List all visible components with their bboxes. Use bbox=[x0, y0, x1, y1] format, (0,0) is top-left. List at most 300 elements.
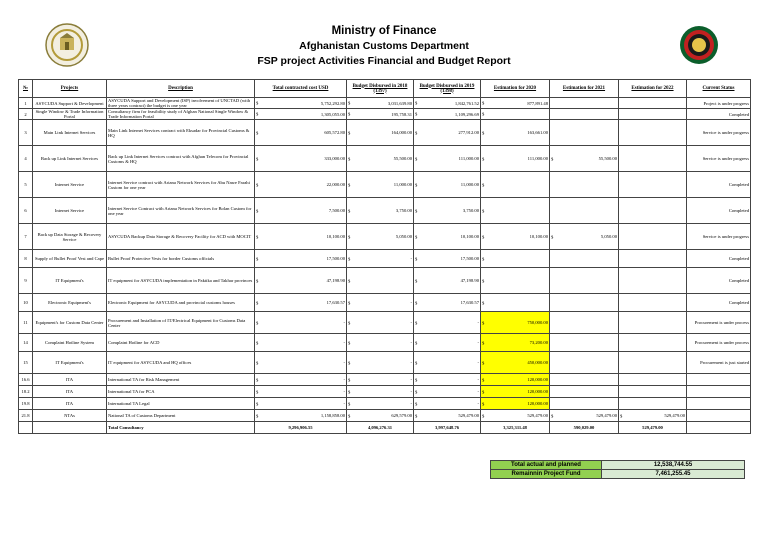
row-total bbox=[255, 398, 347, 410]
amount: - bbox=[410, 300, 412, 305]
col-est-2021: Estimation for 2021 bbox=[550, 80, 619, 98]
amount: 120,000.00 bbox=[527, 401, 548, 406]
amount: - bbox=[410, 360, 412, 365]
summary-actual-value: 12,538,744.55 bbox=[602, 461, 745, 470]
currency-sign: $ bbox=[482, 256, 485, 261]
row-description: Procurement and Installation of IT/Electrical Equipment for Customs Data Center bbox=[107, 312, 255, 334]
amount: 111,000.00 bbox=[527, 156, 548, 161]
row-est-2022 bbox=[619, 250, 687, 268]
row-disb-2019 bbox=[414, 294, 481, 312]
amount: - bbox=[343, 340, 345, 345]
row-est-2022 bbox=[619, 410, 687, 422]
row-status bbox=[687, 386, 751, 398]
currency-sign: $ bbox=[415, 278, 418, 283]
amount: - bbox=[410, 389, 412, 394]
amount: - bbox=[343, 389, 345, 394]
amount: 3,750.00 bbox=[462, 208, 479, 213]
amount: 163,661.00 bbox=[527, 130, 548, 135]
amount: 1,158,858.00 bbox=[320, 413, 345, 418]
row-no: 3 bbox=[19, 120, 33, 146]
row-total bbox=[255, 374, 347, 386]
amount: 120,000.00 bbox=[527, 377, 548, 382]
report-header bbox=[0, 24, 768, 69]
row-disb-2018 bbox=[347, 374, 414, 386]
summary-actual-row bbox=[491, 461, 745, 470]
currency-sign: $ bbox=[256, 300, 259, 305]
currency-sign: $ bbox=[256, 278, 259, 283]
total-blank bbox=[33, 422, 107, 434]
row-est-2022 bbox=[619, 386, 687, 398]
currency-sign: $ bbox=[348, 300, 351, 305]
row-project: IT Equipment's bbox=[33, 352, 107, 374]
col-status: Current Status bbox=[687, 80, 751, 98]
row-description: ASYCUDA Support and Development (ISP) involvement of UNCTAD (with three years contract) the budget is one year bbox=[107, 98, 255, 109]
amount: - bbox=[477, 377, 479, 382]
row-total bbox=[255, 224, 347, 250]
col-description: Description bbox=[107, 80, 255, 98]
amount: 750,000.00 bbox=[527, 320, 548, 325]
table-row bbox=[19, 312, 751, 334]
currency-sign: $ bbox=[348, 401, 351, 406]
currency-sign: $ bbox=[482, 413, 485, 418]
row-status: Procurement is under process bbox=[687, 312, 751, 334]
row-disb-2018 bbox=[347, 334, 414, 352]
amount: 277,912.00 bbox=[458, 130, 479, 135]
row-est-2022 bbox=[619, 352, 687, 374]
col-disb-2018: Budget Disbursed in 2018 (1397) bbox=[347, 80, 414, 98]
row-project: ITA bbox=[33, 374, 107, 386]
row-est-2021 bbox=[550, 312, 619, 334]
row-description: Internet Service contract with Ariana Network Services for Abu Nasre Farahi Custom for one year bbox=[107, 172, 255, 198]
row-project: ITA bbox=[33, 386, 107, 398]
row-disb-2019 bbox=[414, 250, 481, 268]
row-est-2021 bbox=[550, 120, 619, 146]
row-disb-2018 bbox=[347, 294, 414, 312]
currency-sign: $ bbox=[348, 278, 351, 283]
currency-sign: $ bbox=[551, 413, 554, 418]
row-est-2021 bbox=[550, 98, 619, 109]
row-no: 21.8 bbox=[19, 410, 33, 422]
row-est-2020 bbox=[481, 410, 550, 422]
currency-sign: $ bbox=[256, 156, 259, 161]
amount: - bbox=[410, 401, 412, 406]
row-disb-2019 bbox=[414, 109, 481, 120]
row-est-2021 bbox=[550, 198, 619, 224]
row-project: IT Equipment's bbox=[33, 268, 107, 294]
col-total: Total contracted cost USD bbox=[255, 80, 347, 98]
amount: 47,198.90 bbox=[460, 278, 479, 283]
row-disb-2018 bbox=[347, 312, 414, 334]
row-status: Procurement is just started bbox=[687, 352, 751, 374]
row-project: Complaint Hotline System bbox=[33, 334, 107, 352]
total-est-2020: 3,325,311.48 bbox=[481, 422, 550, 434]
row-no: 18.2 bbox=[19, 386, 33, 398]
currency-sign: $ bbox=[482, 100, 485, 106]
row-project: NTAs bbox=[33, 410, 107, 422]
row-est-2021 bbox=[550, 398, 619, 410]
row-disb-2018 bbox=[347, 146, 414, 172]
amount: 529,479.00 bbox=[596, 413, 617, 418]
row-disb-2019 bbox=[414, 410, 481, 422]
amount: 5,050.00 bbox=[395, 234, 412, 239]
row-disb-2018 bbox=[347, 398, 414, 410]
currency-sign: $ bbox=[348, 234, 351, 239]
row-est-2020 bbox=[481, 312, 550, 334]
row-est-2020 bbox=[481, 352, 550, 374]
currency-sign: $ bbox=[256, 256, 259, 261]
row-est-2022 bbox=[619, 146, 687, 172]
row-est-2022 bbox=[619, 268, 687, 294]
currency-sign: $ bbox=[415, 208, 418, 213]
row-status: Service is under progress bbox=[687, 224, 751, 250]
currency-sign: $ bbox=[256, 100, 259, 106]
row-status: Completed bbox=[687, 198, 751, 224]
row-est-2021 bbox=[550, 250, 619, 268]
amount: 1,109,296.69 bbox=[454, 111, 479, 117]
amount: 605,572.80 bbox=[324, 130, 345, 135]
amount: 17,500.00 bbox=[460, 256, 479, 261]
header-report-title: FSP project Activities Financial and Budget Report bbox=[257, 55, 511, 67]
row-est-2022 bbox=[619, 294, 687, 312]
col-projects: Projects bbox=[33, 80, 107, 98]
table-row bbox=[19, 352, 751, 374]
total-est-2022: 529,479.00 bbox=[619, 422, 687, 434]
row-total bbox=[255, 198, 347, 224]
amount: - bbox=[343, 401, 345, 406]
amount: - bbox=[477, 360, 479, 365]
row-status: Completed bbox=[687, 109, 751, 120]
row-description: IT equipment for ASYCUDA and HQ offices bbox=[107, 352, 255, 374]
row-status: Completed bbox=[687, 250, 751, 268]
amount: 3,031,639.80 bbox=[387, 100, 412, 106]
row-est-2020 bbox=[481, 398, 550, 410]
currency-sign: $ bbox=[348, 320, 351, 325]
currency-sign: $ bbox=[256, 111, 259, 117]
row-project: Back up Data Storage & Recovery Service bbox=[33, 224, 107, 250]
summary-remain-row bbox=[491, 470, 745, 479]
row-status: Project is under progress bbox=[687, 98, 751, 109]
row-description: National TA of Customs Department bbox=[107, 410, 255, 422]
row-disb-2019 bbox=[414, 268, 481, 294]
row-total bbox=[255, 268, 347, 294]
total-disb-2018: 4,096,276.31 bbox=[347, 422, 414, 434]
currency-sign: $ bbox=[482, 360, 485, 365]
row-no: 19.8 bbox=[19, 398, 33, 410]
row-total bbox=[255, 334, 347, 352]
currency-sign: $ bbox=[415, 360, 418, 365]
amount: 10,100.00 bbox=[326, 234, 345, 239]
row-est-2020 bbox=[481, 374, 550, 386]
row-disb-2019 bbox=[414, 334, 481, 352]
amount: - bbox=[410, 377, 412, 382]
row-project: Back up Link Internet Services bbox=[33, 146, 107, 172]
col-no: № bbox=[19, 80, 33, 98]
amount: 111,000.00 bbox=[458, 156, 479, 161]
row-est-2021 bbox=[550, 386, 619, 398]
row-disb-2019 bbox=[414, 224, 481, 250]
row-disb-2019 bbox=[414, 198, 481, 224]
amount: 55,500.00 bbox=[393, 156, 412, 161]
row-description: Electronic Equipment for ASYCUDA and provincial customs houses bbox=[107, 294, 255, 312]
row-est-2022 bbox=[619, 374, 687, 386]
row-project: Single Window & Trade Information Portal bbox=[33, 109, 107, 120]
amount: 529,479.00 bbox=[527, 413, 548, 418]
currency-sign: $ bbox=[256, 130, 259, 135]
amount: - bbox=[343, 320, 345, 325]
row-disb-2018 bbox=[347, 120, 414, 146]
row-no: 11 bbox=[19, 312, 33, 334]
row-disb-2019 bbox=[414, 352, 481, 374]
row-disb-2018 bbox=[347, 98, 414, 109]
row-disb-2018 bbox=[347, 224, 414, 250]
row-disb-2019 bbox=[414, 120, 481, 146]
amount: 10,100.00 bbox=[460, 234, 479, 239]
amount: 450,000.00 bbox=[527, 360, 548, 365]
row-est-2022 bbox=[619, 334, 687, 352]
currency-sign: $ bbox=[415, 389, 418, 394]
row-disb-2018 bbox=[347, 386, 414, 398]
budget-table bbox=[18, 79, 751, 434]
table-row bbox=[19, 374, 751, 386]
row-est-2020 bbox=[481, 294, 550, 312]
row-description: Consultancy firm for feasibility study of Afghan National Single Window & Trade Information Portal bbox=[107, 109, 255, 120]
row-total bbox=[255, 352, 347, 374]
row-no: 8 bbox=[19, 250, 33, 268]
currency-sign: $ bbox=[482, 182, 485, 187]
currency-sign: $ bbox=[482, 300, 485, 305]
currency-sign: $ bbox=[415, 234, 418, 239]
currency-sign: $ bbox=[256, 320, 259, 325]
currency-sign: $ bbox=[551, 156, 554, 161]
row-est-2022 bbox=[619, 120, 687, 146]
row-est-2021 bbox=[550, 352, 619, 374]
amount: 55,500.00 bbox=[598, 156, 617, 161]
row-no: 15 bbox=[19, 352, 33, 374]
amount: 3,750.00 bbox=[395, 208, 412, 213]
row-status: Service is under progress bbox=[687, 146, 751, 172]
amount: 195,758.31 bbox=[391, 111, 412, 117]
table-header-row bbox=[19, 80, 751, 98]
row-est-2020 bbox=[481, 224, 550, 250]
row-project: Internet Service bbox=[33, 198, 107, 224]
table-row bbox=[19, 398, 751, 410]
row-est-2022 bbox=[619, 398, 687, 410]
row-description: International TA for PCA bbox=[107, 386, 255, 398]
currency-sign: $ bbox=[348, 377, 351, 382]
currency-sign: $ bbox=[482, 340, 485, 345]
row-est-2020 bbox=[481, 146, 550, 172]
row-est-2022 bbox=[619, 172, 687, 198]
col-est-2022: Estimation for 2022 bbox=[619, 80, 687, 98]
row-est-2022 bbox=[619, 109, 687, 120]
row-no: 4 bbox=[19, 146, 33, 172]
table-row bbox=[19, 172, 751, 198]
row-est-2021 bbox=[550, 172, 619, 198]
row-est-2021 bbox=[550, 224, 619, 250]
row-status: Service is under progress bbox=[687, 120, 751, 146]
total-disb-2019: 3,997,648.76 bbox=[414, 422, 481, 434]
summary-remain-value: 7,461,255.45 bbox=[602, 470, 745, 479]
table-row bbox=[19, 250, 751, 268]
row-disb-2018 bbox=[347, 109, 414, 120]
currency-sign: $ bbox=[256, 182, 259, 187]
amount: 164,000.00 bbox=[391, 130, 412, 135]
row-total bbox=[255, 250, 347, 268]
amount: 7,500.00 bbox=[328, 208, 345, 213]
row-total bbox=[255, 386, 347, 398]
row-project: Internet Service bbox=[33, 172, 107, 198]
row-project: Electronic Equipment's bbox=[33, 294, 107, 312]
row-est-2021 bbox=[550, 294, 619, 312]
amount: - bbox=[477, 340, 479, 345]
row-status: Completed bbox=[687, 294, 751, 312]
table-row bbox=[19, 294, 751, 312]
row-est-2021 bbox=[550, 109, 619, 120]
currency-sign: $ bbox=[482, 320, 485, 325]
amount: 5,752,292.80 bbox=[320, 100, 345, 106]
currency-sign: $ bbox=[415, 320, 418, 325]
row-total bbox=[255, 120, 347, 146]
currency-sign: $ bbox=[348, 360, 351, 365]
table-row bbox=[19, 198, 751, 224]
currency-sign: $ bbox=[482, 377, 485, 382]
row-project: Main Link Internet Services bbox=[33, 120, 107, 146]
row-description: Main Link Internet Services contract with Eksadar for Provincial Customs & HQ bbox=[107, 120, 255, 146]
row-total bbox=[255, 109, 347, 120]
currency-sign: $ bbox=[256, 389, 259, 394]
total-est-2021: 590,029.00 bbox=[550, 422, 619, 434]
currency-sign: $ bbox=[482, 156, 485, 161]
row-project: ITA bbox=[33, 398, 107, 410]
table-row bbox=[19, 268, 751, 294]
row-disb-2018 bbox=[347, 172, 414, 198]
row-disb-2019 bbox=[414, 98, 481, 109]
table-row bbox=[19, 224, 751, 250]
row-est-2020 bbox=[481, 98, 550, 109]
amount: 17,630.57 bbox=[326, 300, 345, 305]
amount: - bbox=[477, 401, 479, 406]
row-status bbox=[687, 374, 751, 386]
currency-sign: $ bbox=[482, 208, 485, 213]
row-total bbox=[255, 172, 347, 198]
row-no: 2 bbox=[19, 109, 33, 120]
row-est-2021 bbox=[550, 146, 619, 172]
row-disb-2019 bbox=[414, 398, 481, 410]
col-disb-2019: Budget Disbursed in 2019 (1398) bbox=[414, 80, 481, 98]
amount: 5,050.00 bbox=[600, 234, 617, 239]
currency-sign: $ bbox=[256, 413, 259, 418]
amount: - bbox=[410, 256, 412, 261]
row-no: 16.6 bbox=[19, 374, 33, 386]
row-project: ASYCUDA Support & Development bbox=[33, 98, 107, 109]
row-description: Complaint Hotline for ACD bbox=[107, 334, 255, 352]
row-no: 9 bbox=[19, 268, 33, 294]
currency-sign: $ bbox=[348, 111, 351, 117]
row-description: IT equipment for ASYCUDA implementation in Paktika and Takhar provinces bbox=[107, 268, 255, 294]
row-description: ASYCUDA Backup Data Storage & Recovery Facility for ACD with MOCIT bbox=[107, 224, 255, 250]
row-disb-2018 bbox=[347, 410, 414, 422]
row-status bbox=[687, 410, 751, 422]
row-est-2020 bbox=[481, 386, 550, 398]
amount: 47,198.90 bbox=[326, 278, 345, 283]
row-est-2021 bbox=[550, 334, 619, 352]
row-no: 5 bbox=[19, 172, 33, 198]
currency-sign: $ bbox=[415, 156, 418, 161]
currency-sign: $ bbox=[348, 130, 351, 135]
currency-sign: $ bbox=[415, 300, 418, 305]
row-disb-2018 bbox=[347, 198, 414, 224]
row-total bbox=[255, 294, 347, 312]
row-est-2020 bbox=[481, 120, 550, 146]
amount: - bbox=[343, 360, 345, 365]
table-body bbox=[19, 98, 751, 434]
currency-sign: $ bbox=[482, 234, 485, 239]
table-row bbox=[19, 334, 751, 352]
row-est-2020 bbox=[481, 198, 550, 224]
row-no: 10 bbox=[19, 294, 33, 312]
amount: 529,479.00 bbox=[664, 413, 685, 418]
amount: 629,579.00 bbox=[391, 413, 412, 418]
amount: 11,000.00 bbox=[393, 182, 412, 187]
row-total bbox=[255, 146, 347, 172]
currency-sign: $ bbox=[415, 413, 418, 418]
currency-sign: $ bbox=[256, 234, 259, 239]
row-description: Bullet Proof Protective Vests for border Customs officials bbox=[107, 250, 255, 268]
amount: - bbox=[477, 389, 479, 394]
currency-sign: $ bbox=[256, 401, 259, 406]
currency-sign: $ bbox=[348, 182, 351, 187]
row-est-2022 bbox=[619, 224, 687, 250]
amount: 17,630.57 bbox=[460, 300, 479, 305]
currency-sign: $ bbox=[256, 208, 259, 213]
row-description: Back up Link Internet Services contract with Afghan Telecom for Provincial Customs & HQ bbox=[107, 146, 255, 172]
currency-sign: $ bbox=[256, 340, 259, 345]
currency-sign: $ bbox=[482, 278, 485, 283]
amount: 22,000.00 bbox=[326, 182, 345, 187]
amount: 333,000.00 bbox=[324, 156, 345, 161]
row-est-2022 bbox=[619, 98, 687, 109]
row-est-2022 bbox=[619, 312, 687, 334]
currency-sign: $ bbox=[551, 234, 554, 239]
currency-sign: $ bbox=[415, 256, 418, 261]
row-disb-2019 bbox=[414, 312, 481, 334]
total-row bbox=[19, 422, 751, 434]
row-est-2020 bbox=[481, 250, 550, 268]
row-project: Equipment's for Custom Data Center bbox=[33, 312, 107, 334]
row-est-2020 bbox=[481, 334, 550, 352]
amount: 120,000.00 bbox=[527, 389, 548, 394]
col-est-2020: Estimation for 2020 bbox=[481, 80, 550, 98]
amount: 10,100.00 bbox=[529, 234, 548, 239]
row-est-2022 bbox=[619, 198, 687, 224]
row-est-2020 bbox=[481, 172, 550, 198]
row-total bbox=[255, 410, 347, 422]
row-disb-2019 bbox=[414, 374, 481, 386]
summary-remain-label: Remainnin Project Fund bbox=[491, 470, 602, 479]
table-row bbox=[19, 386, 751, 398]
currency-sign: $ bbox=[482, 130, 485, 135]
amount: 877,891.48 bbox=[527, 100, 548, 106]
currency-sign: $ bbox=[620, 413, 623, 418]
row-no: 14 bbox=[19, 334, 33, 352]
row-est-2020 bbox=[481, 109, 550, 120]
currency-sign: $ bbox=[256, 360, 259, 365]
total-blank bbox=[687, 422, 751, 434]
currency-sign: $ bbox=[415, 401, 418, 406]
currency-sign: $ bbox=[482, 111, 485, 117]
row-est-2021 bbox=[550, 410, 619, 422]
currency-sign: $ bbox=[415, 100, 418, 106]
